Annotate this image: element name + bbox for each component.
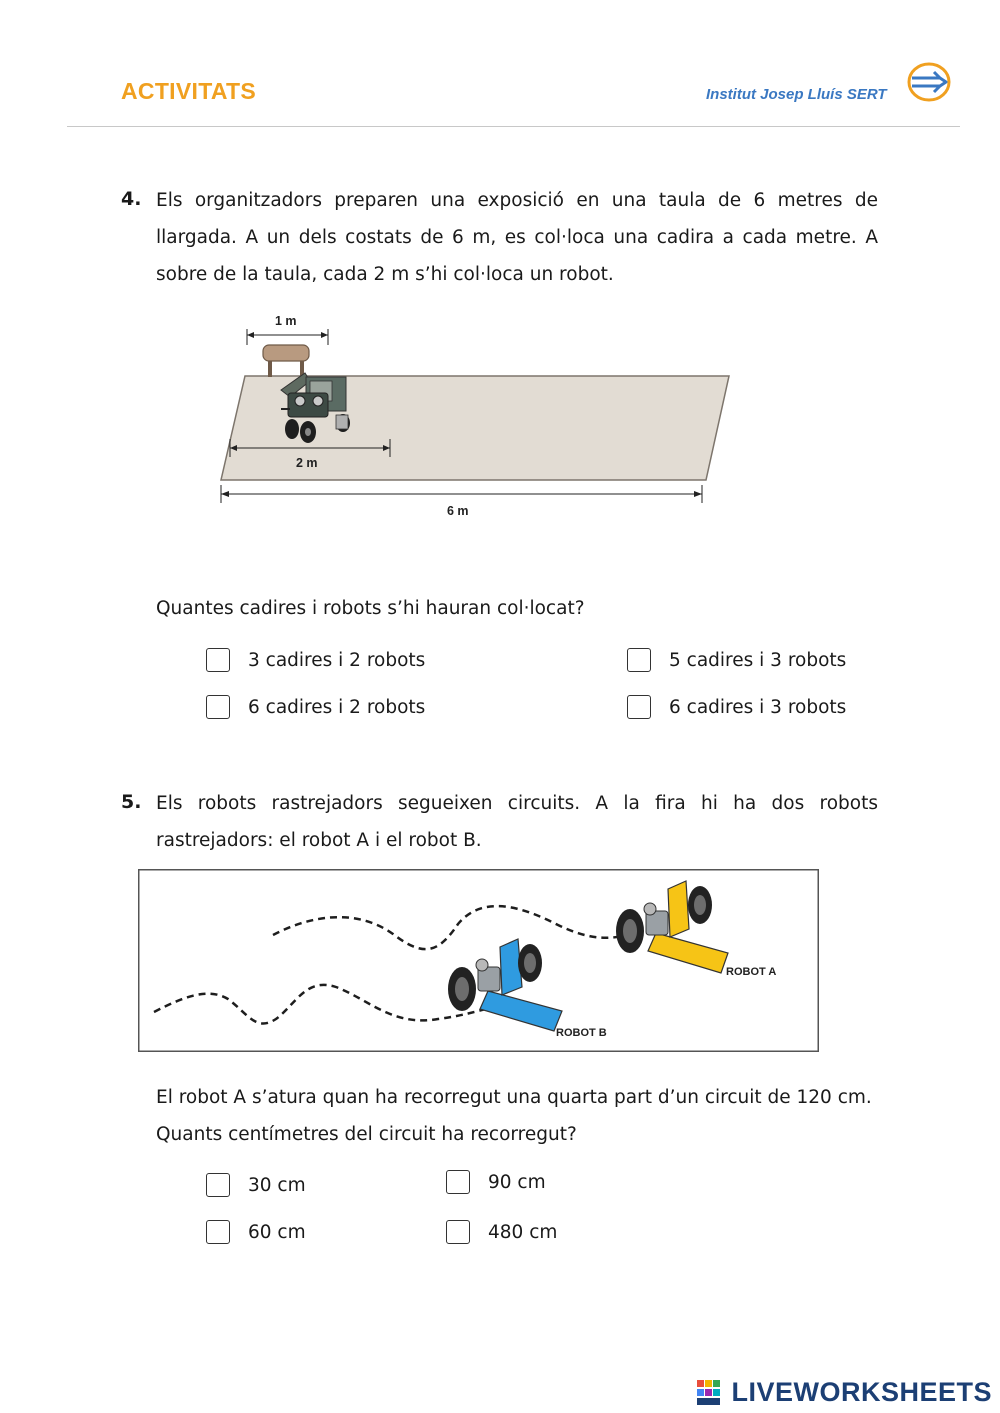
circuits-diagram [138, 869, 819, 1052]
label-table-length: 6 m [447, 504, 469, 518]
question-5-text: Els robots rastrejadors segueixen circuits. A la fira hi ha dos robots rastrejadors: el robot A i el robot B. [156, 793, 878, 851]
table-diagram [210, 305, 750, 530]
chair-icon [263, 345, 309, 377]
label-robot-a: ROBOT A [726, 966, 777, 978]
q5-option-label: 90 cm [488, 1171, 546, 1193]
label-chair-spacing: 1 m [275, 314, 297, 328]
question-4-prompt: Quantes cadires i robots s’hi hauran col·locat? [156, 598, 585, 619]
q4-option[interactable] [206, 645, 425, 675]
q5-option-checkbox[interactable] [206, 1220, 230, 1244]
q4-option-label: 3 cadires i 2 robots [248, 649, 426, 671]
q4-option[interactable] [627, 692, 846, 722]
question-5-prompt-line-1: El robot A s’atura quan ha recorregut una quarta part d’un circuit de 120 cm. [156, 1087, 872, 1108]
q5-option-checkbox[interactable] [446, 1220, 470, 1244]
school-name: Institut Josep Lluís SERT [706, 86, 887, 103]
liveworksheets-brand: LIVEWORKSHEETS [731, 1377, 992, 1407]
q4-option-checkbox[interactable] [627, 695, 651, 719]
q5-option-label: 30 cm [248, 1174, 306, 1196]
q5-option[interactable] [206, 1170, 306, 1200]
q4-option-label: 6 cadires i 2 robots [248, 696, 426, 718]
question-5-prompt-line-2: Quants centímetres del circuit ha recorregut? [156, 1124, 577, 1145]
question-4-text: Els organitzadors preparen una exposició en una taula de 6 metres de llargada. A un dels costats de 6 m, es col·loca una cadira a cada metre. A sobre de la taula, cada 2 m s’hi col·loca un robot. [156, 190, 878, 285]
label-robot-spacing: 2 m [296, 456, 318, 470]
q4-option-checkbox[interactable] [627, 648, 651, 672]
q4-option-label: 6 cadires i 3 robots [669, 696, 847, 718]
q4-option-checkbox[interactable] [206, 695, 230, 719]
q4-option[interactable] [206, 692, 425, 722]
label-robot-b: ROBOT B [556, 1027, 607, 1039]
header-divider [67, 126, 960, 127]
liveworksheets-logo-icon [697, 1380, 721, 1406]
q5-option-label: 60 cm [248, 1221, 306, 1243]
q5-option-checkbox[interactable] [446, 1170, 470, 1194]
question-5-number: 5. [121, 791, 142, 813]
question-4-number: 4. [121, 188, 142, 210]
q4-option[interactable] [627, 645, 846, 675]
q5-option[interactable] [206, 1217, 306, 1247]
q5-option-checkbox[interactable] [206, 1173, 230, 1197]
q4-option-checkbox[interactable] [206, 648, 230, 672]
school-logo-icon [906, 61, 952, 103]
page-title: ACTIVITATS [121, 78, 257, 104]
q5-option[interactable] [446, 1217, 557, 1247]
q5-option-label: 480 cm [488, 1221, 558, 1243]
q4-option-label: 5 cadires i 3 robots [669, 649, 847, 671]
q5-option[interactable] [446, 1167, 546, 1197]
